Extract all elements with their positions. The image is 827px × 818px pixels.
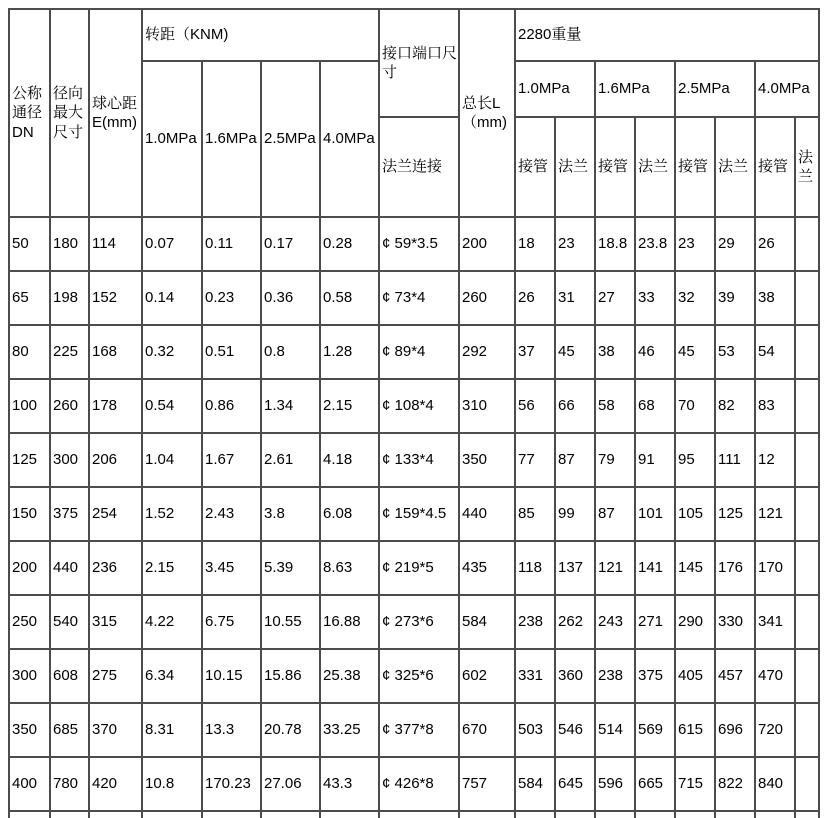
table-cell: 198: [50, 271, 89, 325]
table-cell: ¢ 59*3.5: [379, 217, 459, 271]
table-cell: 254: [89, 487, 142, 541]
table-cell: 18: [515, 217, 555, 271]
header-weight-2.5mpa: 2.5MPa: [675, 61, 755, 117]
table-cell: 360: [555, 649, 595, 703]
table-cell: [795, 703, 819, 757]
table-cell: 584: [459, 595, 515, 649]
table-cell: 0.14: [142, 271, 202, 325]
table-cell: 121: [755, 487, 795, 541]
table-cell: 596: [595, 757, 635, 811]
table-cell: 470: [755, 649, 795, 703]
header-pipe-2.5mpa: 接管: [675, 117, 715, 217]
table-cell: 0.51: [202, 325, 261, 379]
table-cell: 341: [755, 595, 795, 649]
table-cell: 3.8: [261, 487, 320, 541]
table-cell: 170.23: [202, 757, 261, 811]
table-cell: 375: [635, 649, 675, 703]
header-pipe-1.0mpa: 接管: [515, 117, 555, 217]
table-cell: 405: [675, 649, 715, 703]
table-cell: 540: [50, 595, 89, 649]
table-cell: 292: [459, 325, 515, 379]
table-cell: 45: [555, 325, 595, 379]
table-cell: 33.25: [320, 703, 379, 757]
header-port-size-group: 接口端口尺寸: [379, 9, 459, 117]
table-cell: 262: [555, 595, 595, 649]
table-cell: 331: [515, 649, 555, 703]
table-row: [9, 433, 819, 487]
table-cell: 10.15: [202, 649, 261, 703]
table-cell: 25.38: [320, 649, 379, 703]
table-cell: 29: [715, 217, 755, 271]
table-cell: 38: [755, 271, 795, 325]
table-cell: 23: [675, 217, 715, 271]
table-cell: 1.28: [320, 325, 379, 379]
table-cell: 176: [715, 541, 755, 595]
table-cell: [795, 757, 819, 811]
table-cell: 10.55: [261, 595, 320, 649]
table-cell: 53: [715, 325, 755, 379]
table-cell: 6.08: [320, 487, 379, 541]
table-cell: 141: [635, 541, 675, 595]
table-cell: 514: [595, 703, 635, 757]
table-cell: [675, 811, 715, 818]
table-cell: 0.54: [142, 379, 202, 433]
table-cell: 720: [755, 703, 795, 757]
table-cell: 56: [515, 379, 555, 433]
table-cell: 780: [50, 757, 89, 811]
table-cell: 665: [635, 757, 675, 811]
table-cell: 27.06: [261, 757, 320, 811]
table-cell: 238: [515, 595, 555, 649]
header-weight-1.6mpa: 1.6MPa: [595, 61, 675, 117]
table-cell: 685: [50, 703, 89, 757]
table-cell: [795, 379, 819, 433]
table-cell: [320, 811, 379, 818]
table-cell: [142, 811, 202, 818]
table-cell: 200: [459, 217, 515, 271]
table-cell: ¢ 325*6: [379, 649, 459, 703]
table-cell: 0.86: [202, 379, 261, 433]
table-cell: 12: [755, 433, 795, 487]
table-cell: 8.63: [320, 541, 379, 595]
table-cell: 114: [89, 217, 142, 271]
table-cell: 95: [675, 433, 715, 487]
table-cell: 615: [675, 703, 715, 757]
table-cell: 39: [715, 271, 755, 325]
table-cell: 85: [515, 487, 555, 541]
table-cell: 243: [595, 595, 635, 649]
header-row-1: [9, 9, 819, 61]
table-cell: 2.43: [202, 487, 261, 541]
table-cell: 0.11: [202, 217, 261, 271]
table-cell: 68: [635, 379, 675, 433]
table-cell: [795, 811, 819, 818]
table-cell: 80: [9, 325, 50, 379]
table-cell: 569: [635, 703, 675, 757]
header-pipe-4.0mpa: 接管: [755, 117, 795, 217]
table-cell: 43.3: [320, 757, 379, 811]
table-cell: 0.23: [202, 271, 261, 325]
table-cell: 87: [555, 433, 595, 487]
table-cell: 0.17: [261, 217, 320, 271]
table-cell: 20.78: [261, 703, 320, 757]
table-row: [9, 217, 819, 271]
table-cell: 100: [9, 379, 50, 433]
table-cell: 546: [555, 703, 595, 757]
table-cell: [515, 811, 555, 818]
header-torque-group: 转距（KNM): [142, 9, 379, 61]
table-cell: [755, 811, 795, 818]
table-cell: 26: [515, 271, 555, 325]
table-cell: 180: [50, 217, 89, 271]
table-cell: 584: [515, 757, 555, 811]
table-cell: 375: [50, 487, 89, 541]
table-cell: 260: [459, 271, 515, 325]
table-cell: [50, 811, 89, 818]
table-cell: ¢ 133*4: [379, 433, 459, 487]
table-cell: ¢ 159*4.5: [379, 487, 459, 541]
header-nominal-diameter: 公称通径DN: [9, 9, 50, 217]
table-cell: 26: [755, 217, 795, 271]
table-cell: 121: [595, 541, 635, 595]
table-cell: [89, 811, 142, 818]
table-cell: 300: [50, 433, 89, 487]
table-cell: 50: [9, 217, 50, 271]
header-flange-4.0mpa: 法兰: [795, 117, 819, 217]
table-cell: 152: [89, 271, 142, 325]
table-cell: 315: [89, 595, 142, 649]
table-cell: [9, 811, 50, 818]
header-flange-2.5mpa: 法兰: [715, 117, 755, 217]
table-cell: 260: [50, 379, 89, 433]
table-row: [9, 595, 819, 649]
table-cell: 105: [675, 487, 715, 541]
table-cell: 602: [459, 649, 515, 703]
table-cell: [459, 811, 515, 818]
header-ball-center-distance: 球心距E(mm): [89, 9, 142, 217]
table-cell: 0.32: [142, 325, 202, 379]
table-cell: 37: [515, 325, 555, 379]
table-cell: 27: [595, 271, 635, 325]
table-row-partial: [9, 811, 819, 818]
table-cell: 3.45: [202, 541, 261, 595]
table-cell: 15.86: [261, 649, 320, 703]
table-cell: [795, 271, 819, 325]
table-cell: 200: [9, 541, 50, 595]
table-cell: 290: [675, 595, 715, 649]
table-cell: 99: [555, 487, 595, 541]
table-cell: 0.36: [261, 271, 320, 325]
table-cell: 16.88: [320, 595, 379, 649]
table-cell: 38: [595, 325, 635, 379]
table-cell: 2.61: [261, 433, 320, 487]
table-cell: 440: [459, 487, 515, 541]
header-radial-max-size: 径向最大尺寸: [50, 9, 89, 217]
table-cell: 1.34: [261, 379, 320, 433]
table-cell: 236: [89, 541, 142, 595]
table-cell: [202, 811, 261, 818]
header-weight-group: 2280重量: [515, 9, 819, 61]
table-cell: [795, 433, 819, 487]
table-cell: [595, 811, 635, 818]
table-cell: 6.34: [142, 649, 202, 703]
table-cell: ¢ 108*4: [379, 379, 459, 433]
table-cell: 65: [9, 271, 50, 325]
table-cell: 83: [755, 379, 795, 433]
table-cell: [795, 325, 819, 379]
table-cell: 45: [675, 325, 715, 379]
table-cell: 350: [9, 703, 50, 757]
header-weight-1.0mpa: 1.0MPa: [515, 61, 595, 117]
table-cell: 32: [675, 271, 715, 325]
table-cell: 206: [89, 433, 142, 487]
table-cell: 66: [555, 379, 595, 433]
table-cell: 101: [635, 487, 675, 541]
header-pipe-1.6mpa: 接管: [595, 117, 635, 217]
table-cell: 225: [50, 325, 89, 379]
table-cell: 0.28: [320, 217, 379, 271]
table-cell: 840: [755, 757, 795, 811]
table-row: [9, 703, 819, 757]
table-cell: 18.8: [595, 217, 635, 271]
table-cell: 457: [715, 649, 755, 703]
table-cell: 822: [715, 757, 755, 811]
table-cell: 6.75: [202, 595, 261, 649]
table-cell: [715, 811, 755, 818]
table-cell: 13.3: [202, 703, 261, 757]
table-cell: ¢ 377*8: [379, 703, 459, 757]
table-cell: 118: [515, 541, 555, 595]
table-cell: 1.04: [142, 433, 202, 487]
table-cell: ¢ 89*4: [379, 325, 459, 379]
table-cell: 0.58: [320, 271, 379, 325]
table-cell: 4.18: [320, 433, 379, 487]
table-cell: 58: [595, 379, 635, 433]
table-cell: 238: [595, 649, 635, 703]
table-cell: 250: [9, 595, 50, 649]
table-cell: 31: [555, 271, 595, 325]
table-cell: 271: [635, 595, 675, 649]
header-weight-4.0mpa: 4.0MPa: [755, 61, 819, 117]
table-cell: 275: [89, 649, 142, 703]
table-cell: [379, 811, 459, 818]
table-cell: 125: [715, 487, 755, 541]
table-cell: 168: [89, 325, 142, 379]
table-cell: 125: [9, 433, 50, 487]
table-cell: 670: [459, 703, 515, 757]
table-cell: 46: [635, 325, 675, 379]
table-cell: 10.8: [142, 757, 202, 811]
header-flange-1.6mpa: 法兰: [635, 117, 675, 217]
table-cell: 608: [50, 649, 89, 703]
table-cell: [795, 541, 819, 595]
table-cell: 440: [50, 541, 89, 595]
table-cell: ¢ 426*8: [379, 757, 459, 811]
table-cell: 23.8: [635, 217, 675, 271]
table-cell: 330: [715, 595, 755, 649]
table-cell: ¢ 273*6: [379, 595, 459, 649]
table-cell: 79: [595, 433, 635, 487]
header-flange-connection: 法兰连接: [379, 117, 459, 217]
table-cell: 54: [755, 325, 795, 379]
table-cell: 137: [555, 541, 595, 595]
table-cell: 2.15: [142, 541, 202, 595]
table-row: [9, 541, 819, 595]
table-cell: 4.22: [142, 595, 202, 649]
table-cell: 145: [675, 541, 715, 595]
table-cell: 696: [715, 703, 755, 757]
table-header: [9, 9, 819, 217]
table-cell: [795, 217, 819, 271]
header-torque-1.6mpa: 1.6MPa: [202, 61, 261, 217]
table-cell: 8.31: [142, 703, 202, 757]
table-cell: 23: [555, 217, 595, 271]
table-row: [9, 325, 819, 379]
table-cell: 2.15: [320, 379, 379, 433]
table-cell: 111: [715, 433, 755, 487]
table-cell: 150: [9, 487, 50, 541]
table-cell: 715: [675, 757, 715, 811]
table-cell: 91: [635, 433, 675, 487]
header-total-length: 总长L（mm): [459, 9, 515, 217]
table-row: [9, 271, 819, 325]
table-row: [9, 649, 819, 703]
table-cell: 420: [89, 757, 142, 811]
table-cell: 400: [9, 757, 50, 811]
table-cell: 350: [459, 433, 515, 487]
table-cell: 82: [715, 379, 755, 433]
header-flange-1.0mpa: 法兰: [555, 117, 595, 217]
table-cell: 0.8: [261, 325, 320, 379]
header-torque-4.0mpa: 4.0MPa: [320, 61, 379, 217]
table-cell: 87: [595, 487, 635, 541]
table-cell: [795, 649, 819, 703]
table-cell: 645: [555, 757, 595, 811]
table-cell: [795, 487, 819, 541]
table-cell: 1.52: [142, 487, 202, 541]
table-cell: 33: [635, 271, 675, 325]
table-cell: 0.07: [142, 217, 202, 271]
table-cell: 178: [89, 379, 142, 433]
header-torque-2.5mpa: 2.5MPa: [261, 61, 320, 217]
table-cell: 70: [675, 379, 715, 433]
table-row: [9, 487, 819, 541]
table-cell: ¢ 219*5: [379, 541, 459, 595]
table-cell: [555, 811, 595, 818]
header-torque-1.0mpa: 1.0MPa: [142, 61, 202, 217]
table-cell: [635, 811, 675, 818]
table-cell: [261, 811, 320, 818]
table-cell: 77: [515, 433, 555, 487]
table-cell: 435: [459, 541, 515, 595]
table-cell: 300: [9, 649, 50, 703]
table-row: [9, 379, 819, 433]
table-body: [9, 217, 819, 818]
table-cell: 5.39: [261, 541, 320, 595]
table-row: [9, 757, 819, 811]
table-cell: 1.67: [202, 433, 261, 487]
table-cell: 757: [459, 757, 515, 811]
table-cell: [795, 595, 819, 649]
table-cell: 503: [515, 703, 555, 757]
table-cell: 370: [89, 703, 142, 757]
table-cell: 170: [755, 541, 795, 595]
spec-table: [8, 8, 820, 818]
table-cell: 310: [459, 379, 515, 433]
table-cell: ¢ 73*4: [379, 271, 459, 325]
